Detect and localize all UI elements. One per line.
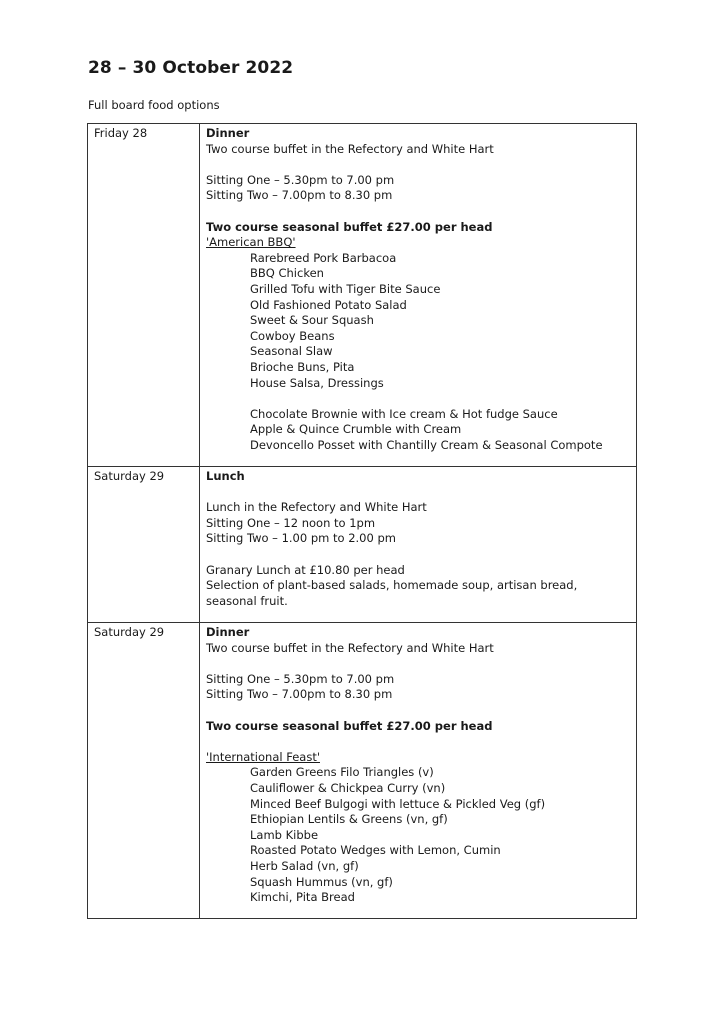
list-item: Sweet & Sour Squash	[250, 313, 374, 328]
dessert-item: Chocolate Brownie with Ice cream & Hot fudge Sauce	[250, 406, 558, 421]
list-item: Roasted Potato Wedges with Lemon, Cumin	[250, 843, 501, 858]
dessert-item: Devoncello Posset with Chantilly Cream & Seasonal Compote	[250, 437, 603, 452]
meal-heading: Dinner	[206, 126, 250, 140]
list-item: Old Fashioned Potato Salad	[250, 297, 407, 312]
list-item: Lamb Kibbe	[250, 827, 319, 842]
page-title: 28 – 30 October 2022	[88, 58, 294, 78]
menu-items	[206, 765, 630, 905]
day-cell: Saturday 29	[88, 623, 200, 919]
meal-description: Selection of plant-based salads, homemade soup, artisan bread, seasonal fruit.	[206, 578, 578, 608]
details-cell	[200, 623, 637, 919]
meal-heading: Lunch	[206, 469, 245, 483]
menu-name: 'American BBQ'	[206, 235, 296, 250]
list-item: Grilled Tofu with Tiger Bite Sauce	[250, 281, 441, 296]
details-cell	[200, 467, 637, 623]
price-line: Granary Lunch at £10.80 per head	[206, 562, 405, 577]
list-item: Seasonal Slaw	[250, 344, 333, 359]
list-item: House Salsa, Dressings	[250, 375, 384, 390]
meal-heading: Dinner	[206, 625, 250, 639]
list-item: Herb Salad (vn, gf)	[250, 858, 359, 873]
meal-intro: Two course buffet in the Refectory and White Hart	[206, 640, 494, 655]
price-line: Two course seasonal buffet £27.00 per head	[206, 219, 493, 234]
table-row-saturday-dinner	[88, 623, 637, 919]
sitting-two: Sitting Two – 7.00pm to 8.30 pm	[206, 687, 393, 702]
day-cell: Saturday 29	[88, 467, 200, 623]
sitting-two: Sitting Two – 7.00pm to 8.30 pm	[206, 188, 393, 203]
table-row-friday-dinner	[88, 124, 637, 467]
list-item: Kimchi, Pita Bread	[250, 890, 355, 905]
day-cell: Friday 28	[88, 124, 200, 467]
sitting-two: Sitting Two – 1.00 pm to 2.00 pm	[206, 531, 396, 546]
table-row-saturday-lunch	[88, 467, 637, 623]
sitting-one: Sitting One – 12 noon to 1pm	[206, 515, 376, 530]
list-item: Cauliflower & Chickpea Curry (vn)	[250, 780, 446, 795]
list-item: Ethiopian Lentils & Greens (vn, gf)	[250, 812, 448, 827]
list-item: Cowboy Beans	[250, 328, 335, 343]
sitting-one: Sitting One – 5.30pm to 7.00 pm	[206, 172, 395, 187]
list-item: Minced Beef Bulgogi with lettuce & Pickled Veg (gf)	[250, 796, 546, 811]
details-cell	[200, 124, 637, 467]
meal-intro: Lunch in the Refectory and White Hart	[206, 500, 427, 515]
dessert-item: Apple & Quince Crumble with Cream	[250, 422, 462, 437]
price-line: Two course seasonal buffet £27.00 per head	[206, 718, 493, 733]
sitting-one: Sitting One – 5.30pm to 7.00 pm	[206, 671, 395, 686]
list-item: Rarebreed Pork Barbacoa	[250, 250, 397, 265]
page-subtitle: Full board food options	[88, 98, 220, 112]
list-item: Garden Greens Filo Triangles (v)	[250, 765, 434, 780]
list-item: BBQ Chicken	[250, 266, 324, 281]
menu-name: 'International Feast'	[206, 749, 320, 764]
food-options-table	[87, 123, 637, 919]
meal-intro: Two course buffet in the Refectory and White Hart	[206, 141, 494, 156]
list-item: Brioche Buns, Pita	[250, 359, 355, 374]
menu-items	[206, 251, 630, 454]
list-item: Squash Hummus (vn, gf)	[250, 874, 393, 889]
